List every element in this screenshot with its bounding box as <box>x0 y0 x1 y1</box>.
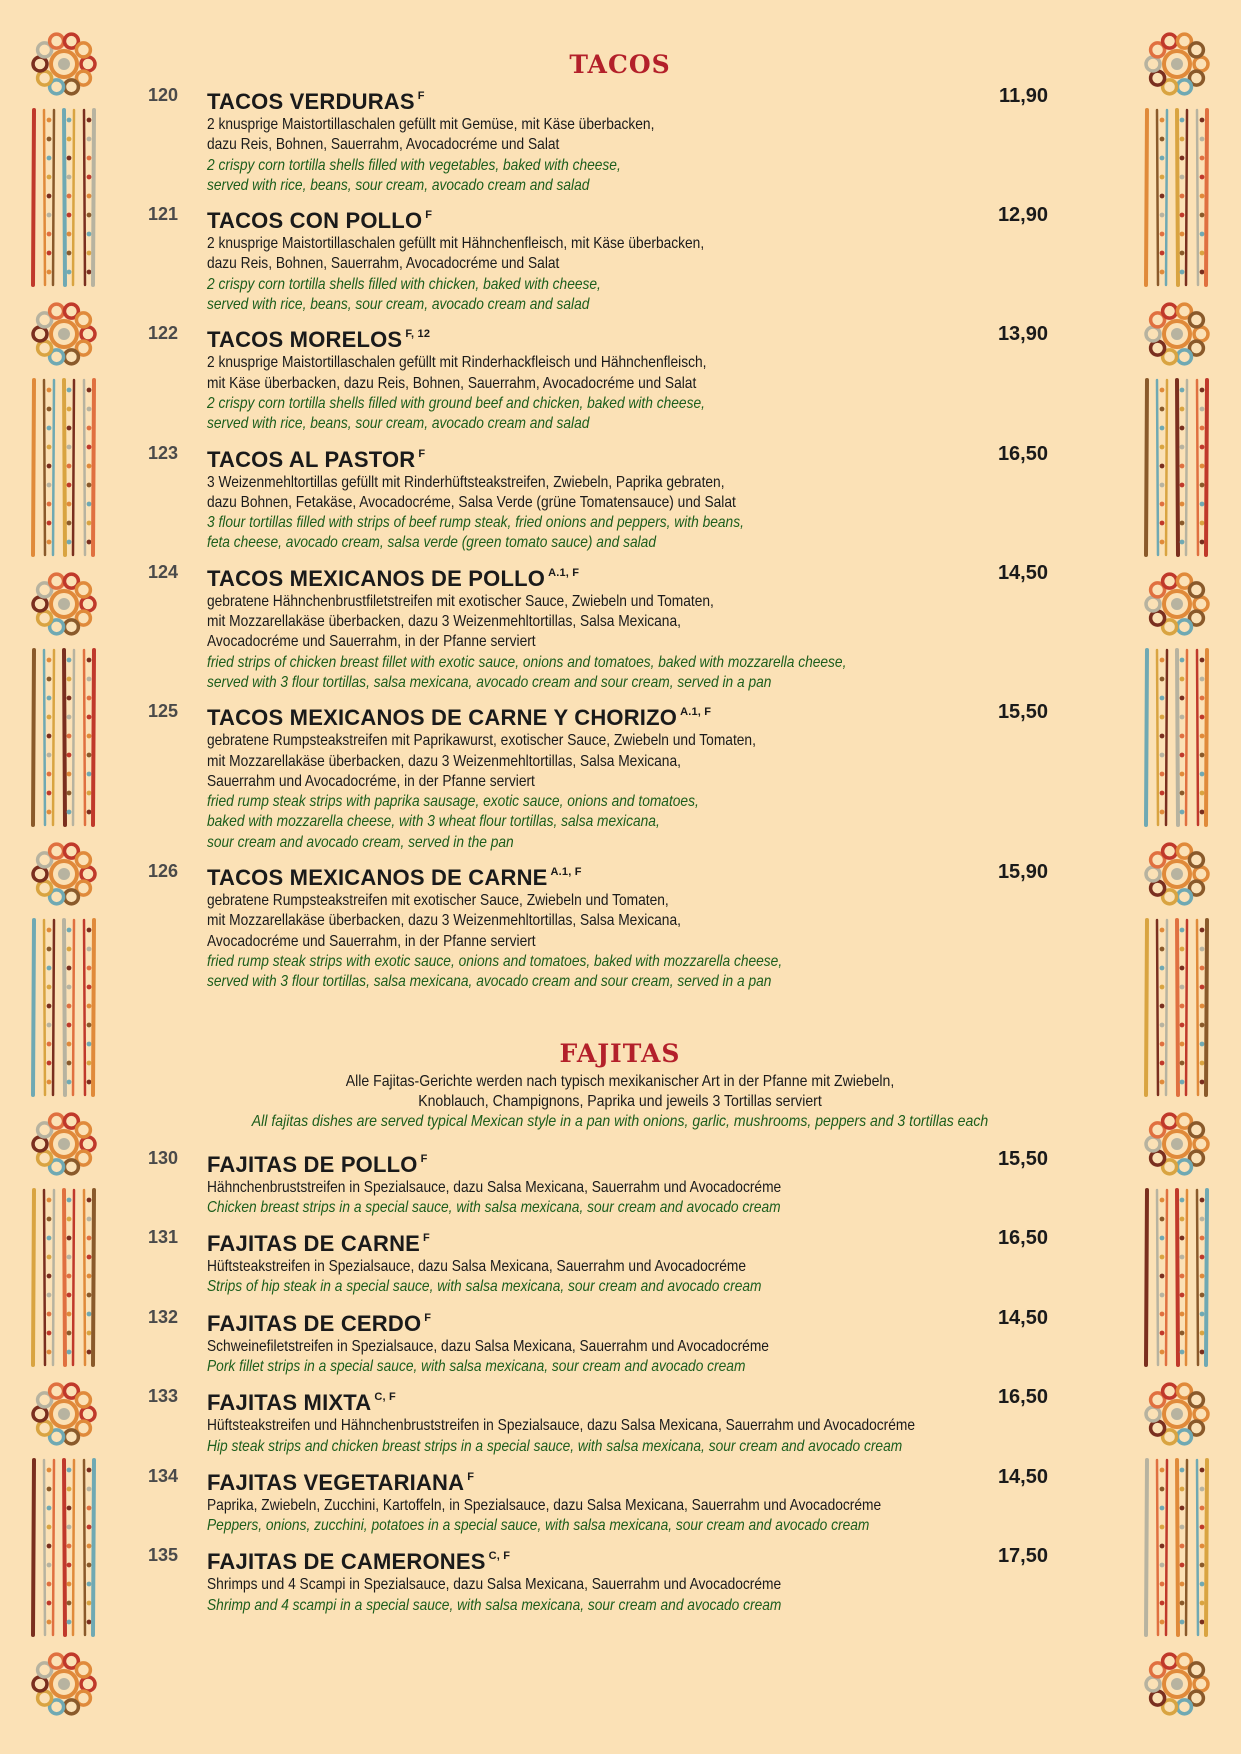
item-description-german: Avocadocréme und Sauerrahm, in der Pfanne serviert <box>207 633 536 651</box>
item-price: 16,50 <box>997 1227 1048 1250</box>
item-price: 15,50 <box>997 701 1048 724</box>
item-name-text: TACOS MORELOS <box>207 327 403 353</box>
item-description-english: served with 3 flour tortillas, salsa mexicana, avocado cream and sour cream, served in a pan <box>207 973 772 991</box>
item-number: 135 <box>148 1545 179 1566</box>
item-description-german: Schweinefiletstreifen in Spezialsauce, dazu Salsa Mexicana, Sauerrahm und Avocadocréme <box>207 1337 769 1355</box>
item-description-english: Pork fillet strips in a special sauce, with salsa mexicana, sour cream and avocado cream <box>207 1357 746 1375</box>
item-description-english: fried rump steak strips with exotic sauce, onions and tomatoes, baked with mozzarella cheese, <box>207 952 783 970</box>
item-name <box>207 202 1100 234</box>
item-description-german: mit Käse überbacken, dazu Reis, Bohnen, Sauerrahm, Avocadocréme und Salat <box>207 374 697 392</box>
menu-item <box>140 859 1100 992</box>
item-description-english: 2 crispy corn tortilla shells filled with vegetables, baked with cheese, <box>207 156 621 174</box>
allergen-codes: F <box>423 1232 430 1245</box>
item-description-english: served with rice, beans, sour cream, avocado cream and salad <box>207 296 590 314</box>
menu-item <box>140 1146 1100 1219</box>
item-description-german: 3 Weizenmehltortillas gefüllt mit Rinderhüftsteakstreifen, Zwiebeln, Paprika gebraten, <box>207 473 725 491</box>
menu-item <box>140 560 1100 693</box>
item-name <box>207 859 1100 891</box>
aztec-pattern-icon <box>1137 20 1217 1740</box>
item-description-german: gebratene Rumpsteakstreifen mit Paprikawurst, exotischer Sauce, Zwiebeln und Tomaten, <box>207 732 756 750</box>
menu-item <box>140 1225 1100 1298</box>
item-description-english: sour cream and avocado cream, served in the pan <box>207 833 514 851</box>
item-description-german: 2 knusprige Maistortillaschalen gefüllt mit Hähnchenfleisch, mit Käse überbacken, <box>207 235 705 253</box>
item-description-german: Shrimps und 4 Scampi in Spezialsauce, dazu Salsa Mexicana, Sauerrahm und Avocadocréme <box>207 1576 782 1594</box>
item-name <box>207 560 1100 592</box>
item-description-english: 2 crispy corn tortilla shells filled with ground beef and chicken, baked with cheese, <box>207 394 705 412</box>
item-name <box>207 83 1100 115</box>
item-description-german: Hähnchenbruststreifen in Spezialsauce, dazu Salsa Mexicana, Sauerrahm und Avocadocréme <box>207 1178 782 1196</box>
allergen-codes: F <box>420 1152 428 1165</box>
decorative-border-left <box>24 20 104 1740</box>
item-name <box>207 1543 1100 1575</box>
item-name-text: TACOS MEXICANOS DE CARNE Y CHORIZO <box>207 705 678 731</box>
item-price: 16,50 <box>997 1386 1048 1409</box>
item-description-german: 2 knusprige Maistortillaschalen gefüllt mit Gemüse, mit Käse überbacken, <box>207 116 655 133</box>
allergen-codes: A.1, F <box>548 566 580 579</box>
item-number: 134 <box>148 1465 179 1486</box>
item-description-german: Sauerrahm und Avocadocréme, in der Pfanne serviert <box>207 772 535 790</box>
item-description-german: mit Mozzarellakäse überbacken, dazu 3 Weizenmehltortillas, Salsa Mexicana, <box>207 912 681 930</box>
item-description-german: Hüftsteakstreifen in Spezialsauce, dazu Salsa Mexicana, Sauerrahm und Avocadocréme <box>207 1258 746 1276</box>
item-description-english: fried rump steak strips with paprika sausage, exotic sauce, onions and tomatoes, <box>207 793 699 811</box>
menu-item <box>140 1384 1100 1457</box>
item-price: 15,90 <box>997 861 1048 884</box>
item-description-english: Chicken breast strips in a special sauce, with salsa mexicana, sour cream and avocado cream <box>207 1198 781 1216</box>
item-description-english: baked with mozzarella cheese, with 3 wheat flour tortillas, salsa mexicana, <box>207 813 660 831</box>
item-number: 124 <box>148 561 179 582</box>
menu-item <box>140 321 1100 434</box>
item-name <box>207 321 1100 353</box>
item-description-english: Strips of hip steak in a special sauce, with salsa mexicana, sour cream and avocado cream <box>207 1278 762 1296</box>
item-name <box>207 699 1100 731</box>
item-description-english: fried strips of chicken breast fillet with exotic sauce, onions and tomatoes, baked with mozzarella cheese, <box>207 653 847 671</box>
item-name-text: TACOS VERDURAS <box>207 89 415 114</box>
allergen-codes: F <box>417 90 425 102</box>
allergen-codes: A.1, F <box>680 706 712 719</box>
item-description-english: Hip steak strips and chicken breast strips in a special sauce, with salsa mexicana, sour cream and avocado cream <box>207 1437 903 1455</box>
item-number: 125 <box>148 701 179 722</box>
item-name-text: FAJITAS MIXTA <box>207 1390 372 1416</box>
allergen-codes: F <box>467 1470 475 1483</box>
item-number: 130 <box>148 1147 179 1168</box>
item-name-text: TACOS CON POLLO <box>207 208 423 234</box>
menu-item <box>140 1464 1100 1537</box>
item-description-english: 2 crispy corn tortilla shells filled with chicken, baked with cheese, <box>207 275 601 293</box>
allergen-codes: C, F <box>488 1550 511 1563</box>
allergen-codes: A.1, F <box>550 866 582 879</box>
item-description-german: dazu Reis, Bohnen, Sauerrahm, Avocadocréme und Salat <box>207 255 560 273</box>
item-price: 11,90 <box>999 85 1048 107</box>
item-description-german: Paprika, Zwiebeln, Zucchini, Kartoffeln, in Spezialsauce, dazu Salsa Mexicana, Sauerrahm und Avocadocréme <box>207 1496 882 1514</box>
item-name-text: FAJITAS DE CARNE <box>207 1231 421 1257</box>
item-number: 123 <box>148 442 179 463</box>
item-description-german: gebratene Rumpsteakstreifen mit exotischer Sauce, Zwiebeln und Tomaten, <box>207 892 669 910</box>
decorative-border-right <box>1137 20 1217 1740</box>
item-price: 16,50 <box>997 442 1048 465</box>
item-description-english: Peppers, onions, zucchini, potatoes in a special sauce, with salsa mexicana, sour cream and avocado cream <box>207 1517 870 1535</box>
item-description-german: Hüftsteakstreifen und Hähnchenbruststreifen in Spezialsauce, dazu Salsa Mexicana, Sauerrahm und Avocadocréme <box>207 1417 916 1435</box>
item-price: 15,50 <box>997 1147 1048 1170</box>
item-name <box>207 1225 1100 1257</box>
item-name-text: FAJITAS DE POLLO <box>207 1151 418 1177</box>
section-tacos <box>140 50 1100 993</box>
item-description-german: dazu Bohnen, Fetakäse, Avocadocréme, Salsa Verde (grüne Tomatensauce) und Salat <box>207 493 736 511</box>
item-number: 131 <box>148 1227 179 1248</box>
item-name <box>207 1464 1100 1496</box>
menu-item <box>140 1305 1100 1378</box>
menu-item <box>140 699 1100 853</box>
item-price: 17,50 <box>997 1545 1048 1568</box>
allergen-codes: F <box>425 209 433 222</box>
item-price: 14,50 <box>997 561 1048 584</box>
aztec-pattern-icon <box>24 20 104 1740</box>
item-number: 122 <box>148 323 179 344</box>
section-title: TACOS <box>569 50 671 79</box>
item-description-english: served with rice, beans, sour cream, avocado cream and salad <box>207 176 590 194</box>
item-description-english: served with 3 flour tortillas, salsa mexicana, avocado cream and sour cream, served in a pan <box>207 673 772 691</box>
item-number: 133 <box>148 1386 179 1407</box>
intro-english-line: All fajitas dishes are served typical Mexican style in a pan with onions, garlic, mushrooms, peppers and 3 tortillas each <box>251 1112 989 1130</box>
item-number: 120 <box>148 85 179 105</box>
item-price: 14,50 <box>997 1306 1048 1329</box>
item-number: 132 <box>148 1306 179 1327</box>
allergen-codes: F <box>418 447 426 460</box>
item-description-german: gebratene Hähnchenbrustfiletstreifen mit exotischer Sauce, Zwiebeln und Tomaten, <box>207 592 714 610</box>
section-title: FAJITAS <box>559 1038 681 1068</box>
item-description-german: Avocadocréme und Sauerrahm, in der Pfanne serviert <box>207 932 536 950</box>
item-number: 121 <box>148 204 179 225</box>
menu-page <box>140 50 1100 1623</box>
intro-german-line: Knoblauch, Champignons, Paprika und jeweils 3 Tortillas serviert <box>418 1092 822 1110</box>
item-price: 12,90 <box>997 204 1048 227</box>
item-description-english: feta cheese, avocado cream, salsa verde (green tomato sauce) and salad <box>207 534 656 552</box>
item-name-text: TACOS MEXICANOS DE POLLO <box>207 565 546 591</box>
item-price: 14,50 <box>997 1465 1048 1488</box>
section-intro <box>140 1072 1100 1132</box>
item-description-english: Shrimp and 4 scampi in a special sauce, with salsa mexicana, sour cream and avocado cream <box>207 1596 782 1614</box>
allergen-codes: F <box>424 1311 432 1324</box>
item-description-german: dazu Reis, Bohnen, Sauerrahm, Avocadocréme und Salat <box>207 136 560 154</box>
item-name <box>207 1384 1100 1416</box>
item-name-text: FAJITAS VEGETARIANA <box>207 1469 465 1495</box>
allergen-codes: C, F <box>374 1391 396 1404</box>
item-name <box>207 441 1100 473</box>
item-price: 13,90 <box>997 323 1048 346</box>
item-description-german: 2 knusprige Maistortillaschalen gefüllt mit Rinderhackfleisch und Hähnchenfleisch, <box>207 354 707 372</box>
section-fajitas <box>140 1039 1100 1617</box>
menu-item <box>140 202 1100 315</box>
item-description-german: mit Mozzarellakäse überbacken, dazu 3 Weizenmehltortillas, Salsa Mexicana, <box>207 613 681 631</box>
item-name-text: FAJITAS DE CERDO <box>207 1310 422 1336</box>
menu-item <box>140 1543 1100 1616</box>
item-name <box>207 1146 1100 1178</box>
item-name <box>207 1305 1100 1337</box>
intro-german-line: Alle Fajitas-Gerichte werden nach typisch mexikanischer Art in der Pfanne mit Zwiebeln, <box>345 1072 895 1090</box>
allergen-codes: F, 12 <box>405 328 431 341</box>
item-description-german: mit Mozzarellakäse überbacken, dazu 3 Weizenmehltortillas, Salsa Mexicana, <box>207 752 681 770</box>
item-name-text: FAJITAS DE CAMERONES <box>207 1549 486 1575</box>
item-description-english: served with rice, beans, sour cream, avocado cream and salad <box>207 415 590 433</box>
item-name-text: TACOS MEXICANOS DE CARNE <box>207 865 548 891</box>
menu-item <box>140 83 1100 196</box>
item-name-text: TACOS AL PASTOR <box>207 446 416 472</box>
item-number: 126 <box>148 861 179 882</box>
item-description-english: 3 flour tortillas filled with strips of beef rump steak, fried onions and peppers, with beans, <box>207 514 744 532</box>
menu-item <box>140 441 1100 554</box>
